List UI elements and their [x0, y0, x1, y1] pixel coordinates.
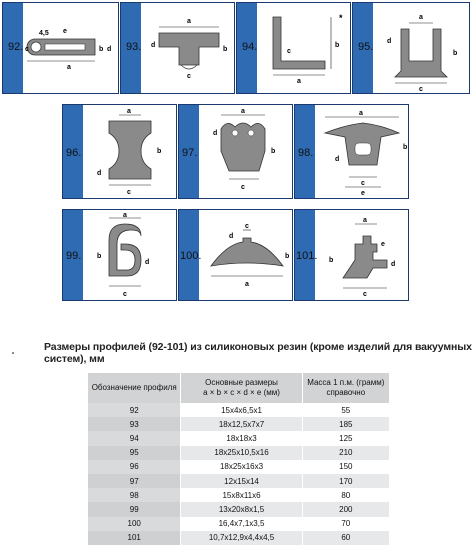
dim-label: b: [223, 46, 228, 53]
dim-label: d: [213, 130, 218, 137]
dim-label: d: [391, 261, 396, 268]
bullet-dot: [12, 352, 14, 354]
dim-label: a: [241, 108, 245, 115]
profile-cell-92: [2, 2, 119, 94]
profile-cell-101: [294, 209, 409, 301]
dim-label: d: [97, 170, 102, 177]
dim-label: a: [297, 78, 301, 85]
profile-number: 95.: [358, 41, 374, 53]
dim-label: c: [287, 48, 291, 55]
table-row: 97 12x15x14 170: [88, 474, 389, 488]
dim-label: b: [271, 148, 276, 155]
dim-label: b: [157, 148, 162, 155]
table-row: 96 18x25x16x3 150: [88, 460, 389, 474]
dim-label: b: [97, 253, 102, 260]
table-row: 95 18x25x10,5x16 210: [88, 446, 389, 460]
dim-label: d: [145, 259, 150, 266]
table-row: 99 13x20x8x1,5 200: [88, 502, 389, 516]
dim-label: d: [151, 42, 156, 49]
dim-label: b: [335, 42, 340, 49]
table-row: 100 16,4x7,1x3,5 70: [88, 517, 389, 531]
profile-93-drawing: [141, 3, 236, 93]
profile-cell-95: [352, 2, 470, 94]
dim-label: b: [99, 46, 104, 53]
dim-label: a: [127, 108, 131, 115]
dimensions-table: [88, 373, 389, 545]
table-row: 93 18x12,5x7x7 185: [88, 417, 389, 431]
profile-cell-99: [62, 209, 177, 301]
dim-label: e: [381, 241, 385, 248]
profile-100-drawing: [199, 210, 294, 300]
dim-label: d: [229, 233, 234, 240]
profile-95-drawing: [373, 3, 471, 93]
dim-label: b: [403, 144, 408, 151]
dim-label: b: [329, 257, 334, 264]
profile-number: 92.: [8, 41, 24, 53]
table-row: 101 10,7x12,9x4,4x4,5 60: [88, 531, 389, 545]
profile-cell-100: [178, 209, 293, 301]
dim-label: e: [361, 190, 365, 197]
profile-cell-94: [236, 2, 351, 94]
dim-label: e: [63, 28, 67, 35]
dim-label: c: [25, 46, 29, 53]
dim-label: a: [123, 212, 127, 219]
profile-cell-97: [178, 104, 293, 199]
profile-number: 94.: [242, 41, 258, 53]
table-header-row: [88, 373, 389, 403]
dim-label: c: [187, 73, 191, 80]
dim-label: c: [127, 189, 131, 196]
note-label: 4,5: [39, 30, 49, 37]
dim-label: d: [107, 46, 112, 53]
dim-label: c: [361, 180, 365, 187]
table-caption: Размеры профилей (92-101) из силиконовых резин (кроме изделий для вакуумных систем), мм: [44, 341, 472, 365]
dim-label: a: [363, 217, 367, 224]
dim-label: a: [419, 14, 423, 21]
profile-98-drawing: [315, 105, 410, 198]
table-row: 92 15x4x6,5x1 55: [88, 403, 389, 417]
profile-number: 97.: [182, 147, 198, 159]
dim-label: c: [363, 291, 367, 298]
profile-number: 93.: [126, 41, 142, 53]
profile-92-drawing: [23, 3, 118, 93]
dim-label: c: [245, 223, 249, 230]
note-label: *: [339, 13, 343, 23]
dim-label: c: [419, 86, 423, 93]
dim-label: d: [387, 38, 392, 45]
dim-label: a: [359, 110, 363, 117]
profile-cell-98: [294, 104, 409, 199]
profile-number: 100.: [180, 250, 202, 262]
dim-label: c: [123, 291, 127, 298]
table-row: 98 15x8x11x6 80: [88, 488, 389, 502]
profile-99-drawing: [83, 210, 178, 300]
header-profile: Обозначение профиля: [88, 373, 181, 403]
table-row: 94 18x18x3 125: [88, 431, 389, 445]
profile-97-drawing: [199, 105, 294, 198]
dim-label: a: [187, 18, 191, 25]
profile-101-drawing: [315, 210, 410, 300]
dim-label: a: [245, 281, 249, 288]
dim-label: b: [453, 50, 458, 57]
profile-number: 99.: [66, 250, 82, 262]
dim-label: a: [67, 64, 71, 71]
dim-label: b: [285, 253, 290, 260]
profile-number: 96.: [66, 147, 82, 159]
dim-label: d: [335, 156, 340, 163]
profile-94-drawing: [257, 3, 352, 93]
profile-96-drawing: [83, 105, 178, 198]
profile-number: 98.: [298, 147, 314, 159]
profile-number: 101.: [296, 250, 318, 262]
header-dimensions: Основные размеры a × b × c × d × e (мм): [181, 373, 302, 403]
dim-label: c: [241, 184, 245, 191]
header-mass: Масса 1 п.м. (грамм) справочно: [302, 373, 389, 403]
profile-cell-96: [62, 104, 177, 199]
profile-cell-93: [120, 2, 235, 94]
